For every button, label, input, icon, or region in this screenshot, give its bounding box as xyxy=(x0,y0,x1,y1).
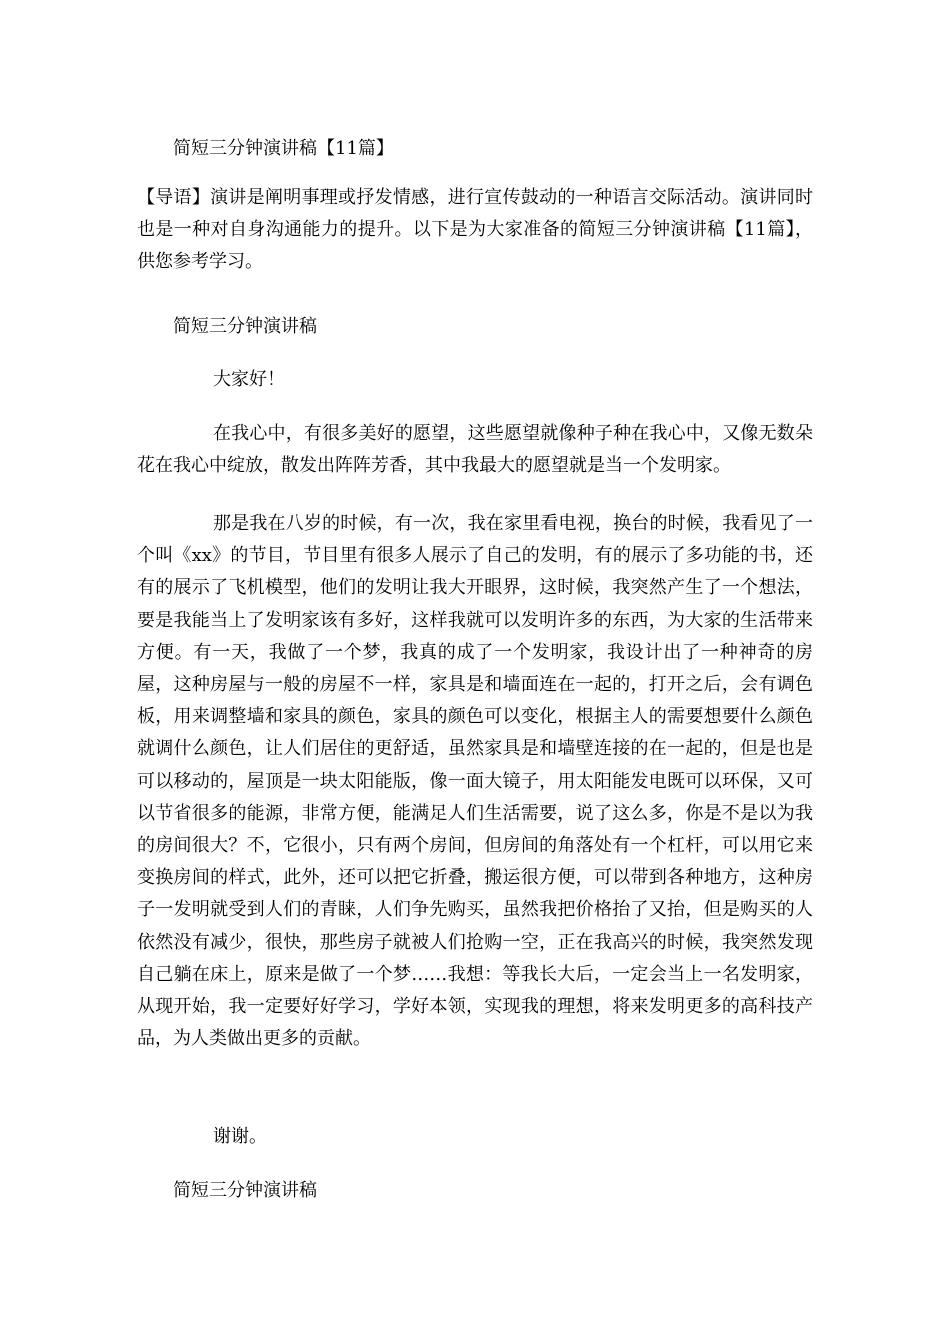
thanks-line: 谢谢。 xyxy=(213,1126,267,1147)
body-paragraph-1: 在我心中，有很多美好的愿望，这些愿望就像种子种在我心中，又像无数朵花在我心中绽放，散发出阵阵芳香，其中我最大的愿望就是当一个发明家。 xyxy=(137,423,813,477)
body-paragraph-2: 那是我在八岁的时候，有一次，我在家里看电视，换台的时候，我看见了一个叫《xx》的节目，节目里有很多人展示了自己的发明，有的展示了多功能的书，还有的展示了飞机模型，他们的发明让我大开眼界，这时候，我突然产生了一个想法，要是我能当上了发明家该有多好，这样我就可以发明许多的东西，为大家的生活带来方便。有一天，我做了一个梦，我真的成了一个发明家，我设计出了一种神奇的房屋，这种房屋与一般的房屋不一样，家具是和墙面连在一起的，打开之后，会有调色板，用来调整墙和家具的颜色，家具的颜色可以变化，根据主人的需要想要什么颜色就调什么颜色，让人们居住的更舒适，虽然家具是和墙壁连接的在一起的，但是也是可以移动的，屋顶是一块太阳能版，像一面大镜子，用太阳能发电既可以环保，又可以节省很多的能源，非常方便，能满足人们生活需要，说了这么多，你是不是以为我的房间很大？不，它很小，只有两个房间，但房间的角落处有一个杠杆，可以用它来变换房间的样式，此外，还可以把它折叠，搬运很方便，可以带到各种地方，这种房子一发明就受到人们的青睐，人们争先购买，虽然我把价格抬了又抬，但是购买的人依然没有减少，很快，那些房子就被人们抢购一空，正在我高兴的时候，我突然发现自己躺在床上，原来是做了一个梦……我想：等我长大后，一定会当上一名发明家，从现开始，我一定要好好学习，学好本领，实现我的理想，将来发明更多的高科技产品，为人类做出更多的贡献。 xyxy=(137,513,813,1050)
intro-paragraph: 【导语】演讲是阐明事理或抒发情感，进行宣传鼓动的一种语言交际活动。演讲同时也是一种对自身沟通能力的提升。以下是为大家准备的简短三分钟演讲稿【11篇】，供您参考学习。 xyxy=(137,187,813,273)
section-heading-1: 简短三分钟演讲稿 xyxy=(173,316,317,337)
greeting: 大家好！ xyxy=(213,369,285,390)
section-heading-2: 简短三分钟演讲稿 xyxy=(173,1180,317,1201)
document-title: 简短三分钟演讲稿【11篇】 xyxy=(173,138,394,159)
